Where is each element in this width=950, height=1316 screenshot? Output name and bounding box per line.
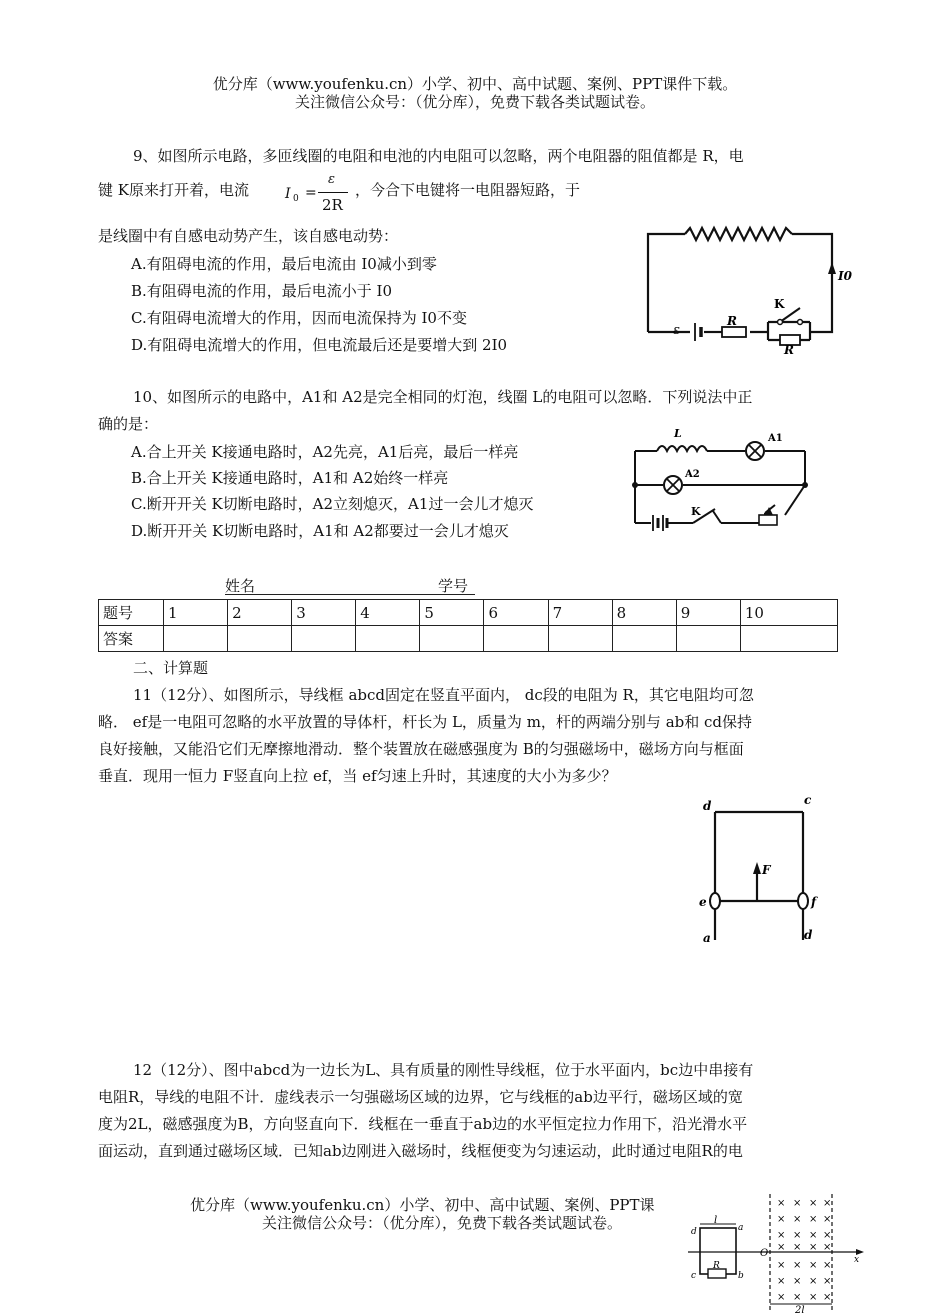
field-x-mark: × bbox=[777, 1198, 786, 1209]
field-x-mark: × bbox=[823, 1214, 832, 1225]
id-label: 学号 bbox=[438, 577, 469, 595]
header-line-2: 关注微信公众号：（优分库），免费下载各类试题试卷。 bbox=[294, 93, 655, 111]
formula-eq: = bbox=[305, 185, 317, 201]
number-cell: 2 bbox=[228, 600, 292, 626]
q12-magnetic-field-diagram bbox=[688, 1192, 868, 1314]
len-label: l bbox=[714, 1215, 718, 1226]
q11-line-2: 略． ef是一电阻可忽略的水平放置的导体杆，杆长为 L，质量为 m，杆的两端分别与 ab和 cd保持 bbox=[98, 713, 753, 731]
field-x-mark: × bbox=[823, 1292, 832, 1303]
number-cell: 6 bbox=[484, 600, 548, 626]
q10-line-1: 10、如图所示的电路中，A1和 A2是完全相同的灯泡，线圈 L的电阻可以忽略．下列说法中正 bbox=[133, 388, 753, 406]
q9-option-b: B.有阻碍电流的作用，最后电流小于 I0 bbox=[131, 282, 393, 300]
q12-line-4: 面运动，直到通过磁场区域．已知ab边刚进入磁场时，线框便变为匀速运动，此时通过电阻R的电 bbox=[98, 1142, 743, 1160]
q9-line-3: 是线圈中有自感电动势产生，该自感电动势： bbox=[98, 227, 399, 245]
label-a: a bbox=[738, 1223, 744, 1233]
switch-label: K bbox=[691, 505, 701, 518]
width-label: 2l bbox=[795, 1305, 805, 1316]
answer-cell[interactable] bbox=[484, 626, 548, 652]
formula-den: 2R bbox=[322, 196, 343, 214]
q11-line-1: 11（12分）、如图所示，导线框 abcd固定在竖直平面内， dc段的电阻为 R，其它电阻均可忽 bbox=[133, 686, 754, 704]
switch-label: K bbox=[774, 297, 785, 311]
answer-cell[interactable] bbox=[612, 626, 676, 652]
field-x-mark: × bbox=[793, 1214, 802, 1225]
lamp-a2-label: A2 bbox=[685, 469, 700, 480]
number-cell: 5 bbox=[420, 600, 484, 626]
resistor-1-label: R bbox=[727, 314, 737, 328]
q9-circuit-diagram bbox=[640, 222, 852, 357]
field-x-mark: × bbox=[809, 1292, 818, 1303]
label-d-top: d bbox=[703, 799, 712, 813]
answer-cell[interactable] bbox=[420, 626, 484, 652]
origin-label: O bbox=[760, 1248, 769, 1259]
field-x-mark: × bbox=[823, 1198, 832, 1209]
label-b: b bbox=[738, 1271, 744, 1281]
coil-label: L bbox=[674, 427, 682, 440]
header-line-1: 优分库（www.youfenku.cn）小学、初中、高中试题、案例、PPT课件下载。 bbox=[212, 75, 738, 93]
label-c: c bbox=[804, 793, 812, 807]
q10-option-a: A.合上开关 K接通电路时，A2先亮，A1后亮，最后一样亮 bbox=[131, 443, 519, 461]
lamp-a1-label: A1 bbox=[768, 433, 783, 444]
answer-cell[interactable] bbox=[164, 626, 228, 652]
section-2-title: 二、计算题 bbox=[133, 659, 209, 677]
field-x-mark: × bbox=[793, 1230, 802, 1241]
field-x-mark: × bbox=[777, 1230, 786, 1241]
number-cell: 1 bbox=[164, 600, 228, 626]
field-x-mark: × bbox=[809, 1242, 818, 1253]
number-cell: 4 bbox=[356, 600, 420, 626]
field-x-mark: × bbox=[809, 1198, 818, 1209]
formula-num: ε bbox=[328, 172, 335, 187]
number-cell: 8 bbox=[612, 600, 676, 626]
force-label: F bbox=[762, 863, 771, 877]
field-x-mark: × bbox=[793, 1242, 802, 1253]
number-cell: 3 bbox=[292, 600, 356, 626]
field-x-mark: × bbox=[793, 1198, 802, 1209]
q10-option-d: D.断开开关 K切断电路时，A1和 A2都要过一会儿才熄灭 bbox=[131, 522, 509, 540]
q9-formula bbox=[285, 166, 355, 216]
q10-circuit-diagram bbox=[625, 425, 815, 537]
formula-bar bbox=[318, 192, 348, 193]
answer-cell[interactable] bbox=[740, 626, 837, 652]
resistor-1 bbox=[722, 327, 746, 337]
q12-line-2: 电阻R，导线的电阻不计．虚线表示一匀强磁场区域的边界，它与线框的ab边平行，磁场区域的宽 bbox=[98, 1088, 743, 1106]
q9-option-d: D.有阻碍电流增大的作用，但电流最后还是要增大到 2I0 bbox=[131, 336, 508, 354]
name-label: 姓名 bbox=[225, 577, 256, 595]
field-x-mark: × bbox=[809, 1230, 818, 1241]
emf-label: ε bbox=[673, 323, 680, 338]
formula-sub: 0 bbox=[293, 194, 299, 204]
q10-option-b: B.合上开关 K接通电路时，A1和 A2始终一样亮 bbox=[131, 469, 449, 487]
label-e: e bbox=[699, 895, 707, 909]
q12-line-1: 12（12分）、图中abcd为一边长为L、具有质量的刚性导线框，位于水平面内，bc边中串接有 bbox=[133, 1061, 754, 1079]
label-a: a bbox=[703, 931, 711, 945]
q9-line-2-a: 键 K原来打开着，电流 bbox=[98, 181, 249, 199]
number-cell: 7 bbox=[548, 600, 612, 626]
label-f: f bbox=[811, 895, 817, 909]
label-d: d bbox=[691, 1227, 697, 1237]
number-cell: 9 bbox=[676, 600, 740, 626]
answer-table-answer-row bbox=[99, 626, 838, 652]
answer-cell[interactable] bbox=[292, 626, 356, 652]
field-x-mark: × bbox=[809, 1260, 818, 1271]
number-cell: 10 bbox=[740, 600, 837, 626]
field-x-mark: × bbox=[777, 1214, 786, 1225]
q10-option-c: C.断开开关 K切断电路时，A2立刻熄灭，A1过一会儿才熄灭 bbox=[131, 495, 534, 513]
formula-lhs: I bbox=[285, 186, 291, 202]
field-x-mark: × bbox=[777, 1276, 786, 1287]
q9-option-c: C.有阻碍电流增大的作用，因而电流保持为 I0不变 bbox=[131, 309, 467, 327]
header-cell: 题号 bbox=[99, 600, 164, 626]
footer-line-1: 优分库（www.youfenku.cn）小学、初中、高中试题、案例、PPT课 bbox=[190, 1196, 655, 1214]
current-arrow bbox=[828, 262, 836, 274]
field-x-mark: × bbox=[793, 1276, 802, 1287]
label-d-bottom: d bbox=[804, 928, 813, 942]
q9-line-1: 9、如图所示电路，多匝线圈的电阻和电池的内电阻可以忽略，两个电阻器的阻值都是 R，电 bbox=[133, 147, 744, 165]
field-x-mark: × bbox=[793, 1260, 802, 1271]
field-x-mark: × bbox=[777, 1292, 786, 1303]
q12-line-3: 度为2L，磁感强度为B，方向竖直向下．线框在一垂直于ab边的水平恒定拉力作用下，沿光滑水平 bbox=[98, 1115, 748, 1133]
current-label: I0 bbox=[838, 269, 852, 283]
x-axis-label: x bbox=[854, 1255, 860, 1265]
answer-table bbox=[98, 599, 838, 652]
answer-cell[interactable] bbox=[228, 626, 292, 652]
q9-line-2-b: ，今合下电键将一电阻器短路，于 bbox=[355, 181, 581, 199]
label-c: c bbox=[691, 1271, 697, 1281]
answer-cell[interactable] bbox=[356, 626, 420, 652]
footer-line-2: 关注微信公众号：（优分库），免费下载各类试题试卷。 bbox=[262, 1214, 623, 1232]
field-x-mark: × bbox=[823, 1242, 832, 1253]
label-r: R bbox=[713, 1261, 720, 1271]
q11-line-3: 良好接触，又能沿它们无摩擦地滑动．整个装置放在磁感强度为 B的匀强磁场中，磁场方向与框面 bbox=[98, 740, 744, 758]
field-x-mark: × bbox=[823, 1230, 832, 1241]
answer-cell[interactable] bbox=[548, 626, 612, 652]
field-x-mark: × bbox=[809, 1214, 818, 1225]
answer-cell[interactable] bbox=[676, 626, 740, 652]
field-x-mark: × bbox=[777, 1242, 786, 1253]
field-x-mark: × bbox=[823, 1260, 832, 1271]
q9-option-a: A.有阻碍电流的作用，最后电流由 I0减小到零 bbox=[131, 255, 437, 273]
field-x-mark: × bbox=[777, 1260, 786, 1271]
field-x-mark: × bbox=[823, 1276, 832, 1287]
q10-line-2: 确的是： bbox=[98, 415, 159, 433]
field-x-mark: × bbox=[809, 1276, 818, 1287]
q11-frame-diagram bbox=[695, 790, 830, 945]
rheostat bbox=[759, 515, 777, 525]
resistor-2-label: R bbox=[784, 343, 794, 357]
field-x-mark: × bbox=[793, 1292, 802, 1303]
force-arrow bbox=[753, 862, 761, 874]
q11-line-4: 垂直．现用一恒力 F竖直向上拉 ef，当 ef匀速上升时，其速度的大小为多少？ bbox=[98, 767, 617, 785]
header-cell: 答案 bbox=[99, 626, 164, 652]
answer-table-header-row bbox=[99, 600, 838, 626]
field-x-marks bbox=[777, 1198, 831, 1303]
